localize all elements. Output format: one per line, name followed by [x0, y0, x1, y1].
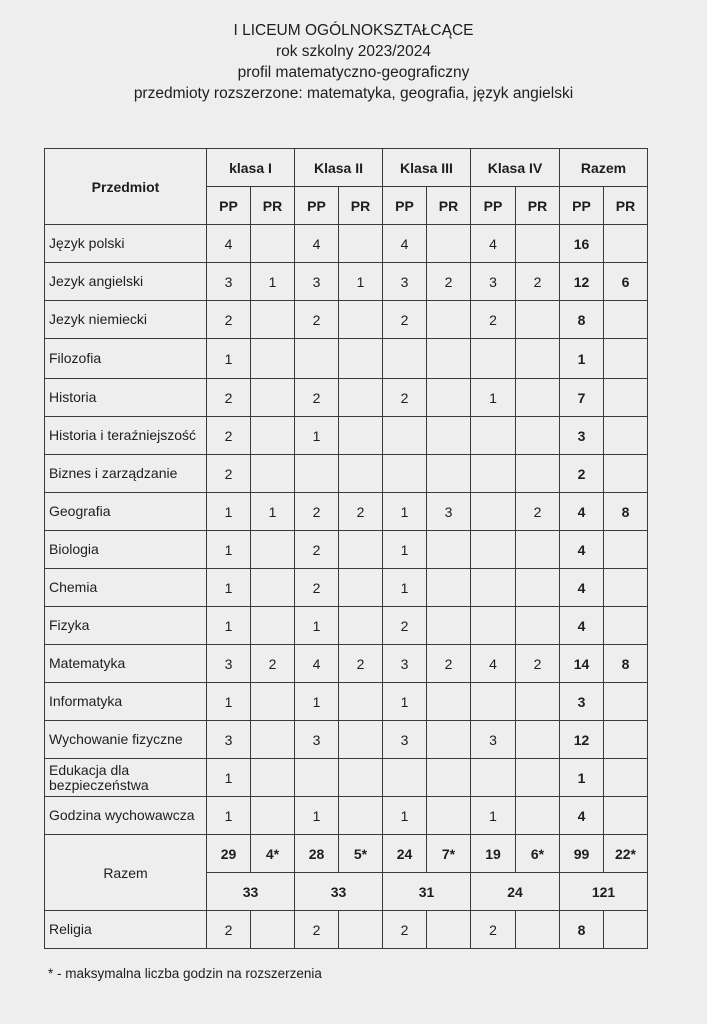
hours-cell: 1 [207, 797, 251, 835]
hours-cell: 1 [471, 797, 516, 835]
subject-name: Język polski [45, 225, 207, 263]
hours-cell [339, 417, 383, 455]
hours-cell [339, 225, 383, 263]
hours-cell [471, 531, 516, 569]
hours-type-header: PR [339, 187, 383, 225]
subject-name: Filozofia [45, 339, 207, 379]
total-hours-cell: 8 [560, 301, 604, 339]
hours-cell [383, 417, 427, 455]
hours-cell: 1 [207, 493, 251, 531]
hours-cell [516, 759, 560, 797]
hours-type-header: PP [560, 187, 604, 225]
hours-cell: 3 [207, 645, 251, 683]
class-header: klasa I [207, 149, 295, 187]
subject-row [45, 301, 648, 339]
razem-total: 33 [207, 873, 295, 911]
hours-cell: 3 [427, 493, 471, 531]
hours-cell [516, 531, 560, 569]
hours-cell [427, 379, 471, 417]
subject-row [45, 225, 648, 263]
hours-cell [339, 797, 383, 835]
total-hours-cell: 4 [560, 797, 604, 835]
razem-value: 7* [427, 835, 471, 873]
hours-cell [251, 607, 295, 645]
hours-type-header: PP [295, 187, 339, 225]
hours-cell: 1 [339, 263, 383, 301]
hours-cell: 2 [383, 911, 427, 949]
total-hours-cell: 8 [604, 493, 648, 531]
hours-cell: 4 [471, 645, 516, 683]
subject-name: Biznes i zarządzanie [45, 455, 207, 493]
hours-cell [516, 911, 560, 949]
hours-cell [516, 339, 560, 379]
subject-row [45, 531, 648, 569]
hours-cell [516, 417, 560, 455]
hours-cell [295, 455, 339, 493]
hours-cell: 2 [207, 455, 251, 493]
hours-cell [516, 683, 560, 721]
total-hours-cell: 14 [560, 645, 604, 683]
subject-column-header: Przedmiot [45, 149, 207, 225]
hours-cell [471, 455, 516, 493]
hours-cell [295, 759, 339, 797]
subject-name: Chemia [45, 569, 207, 607]
hours-cell [427, 759, 471, 797]
hours-cell [339, 339, 383, 379]
total-hours-cell: 1 [560, 759, 604, 797]
class-header: Klasa III [383, 149, 471, 187]
hours-cell: 1 [251, 493, 295, 531]
hours-cell [383, 759, 427, 797]
class-header: Razem [560, 149, 648, 187]
total-hours-cell [604, 911, 648, 949]
total-hours-cell: 4 [560, 493, 604, 531]
total-hours-cell: 2 [560, 455, 604, 493]
subject-row [45, 645, 648, 683]
hours-type-header: PR [516, 187, 560, 225]
hours-cell [427, 225, 471, 263]
hours-cell [427, 531, 471, 569]
total-hours-cell [604, 301, 648, 339]
total-hours-cell: 6 [604, 263, 648, 301]
hours-cell [251, 225, 295, 263]
hours-cell [251, 301, 295, 339]
subject-name: Historia i teraźniejszość [45, 417, 207, 455]
hours-cell [251, 417, 295, 455]
hours-cell [427, 607, 471, 645]
hours-cell [427, 797, 471, 835]
curriculum-table [44, 148, 648, 949]
subject-row [45, 263, 648, 301]
hours-cell [339, 455, 383, 493]
hours-cell [339, 683, 383, 721]
razem-total: 121 [560, 873, 648, 911]
hours-cell [383, 455, 427, 493]
razem-value: 29 [207, 835, 251, 873]
hours-cell: 2 [295, 569, 339, 607]
hours-cell: 2 [207, 911, 251, 949]
hours-cell [427, 301, 471, 339]
subject-name: Jezyk niemiecki [45, 301, 207, 339]
hours-cell: 2 [295, 911, 339, 949]
subject-row [45, 455, 648, 493]
hours-cell [427, 683, 471, 721]
hours-cell: 1 [207, 531, 251, 569]
hours-cell [339, 759, 383, 797]
hours-cell [339, 379, 383, 417]
total-hours-cell: 8 [560, 911, 604, 949]
hours-cell [251, 797, 295, 835]
razem-value: 24 [383, 835, 427, 873]
hours-cell [251, 339, 295, 379]
total-hours-cell: 8 [604, 645, 648, 683]
hours-cell [471, 759, 516, 797]
total-hours-cell: 4 [560, 569, 604, 607]
razem-label: Razem [45, 835, 207, 911]
hours-cell [471, 607, 516, 645]
hours-cell [339, 569, 383, 607]
hours-cell [383, 339, 427, 379]
hours-cell: 3 [383, 721, 427, 759]
hours-cell: 3 [471, 263, 516, 301]
hours-cell: 3 [383, 645, 427, 683]
school-name: I LICEUM OGÓLNOKSZTAŁCĄCE [233, 22, 474, 39]
hours-cell [427, 455, 471, 493]
hours-type-header: PP [383, 187, 427, 225]
hours-cell [516, 379, 560, 417]
footnote: * - maksymalna liczba godzin na rozszerzenia [48, 966, 322, 981]
total-hours-cell: 3 [560, 683, 604, 721]
document-header [0, 20, 707, 104]
subject-row [45, 759, 648, 797]
hours-cell [516, 721, 560, 759]
hours-cell: 4 [295, 645, 339, 683]
subject-name: Wychowanie fizyczne [45, 721, 207, 759]
total-hours-cell [604, 683, 648, 721]
hours-cell: 1 [383, 531, 427, 569]
hours-cell [251, 759, 295, 797]
total-hours-cell [604, 759, 648, 797]
class-header: Klasa II [295, 149, 383, 187]
hours-cell: 1 [295, 417, 339, 455]
hours-cell: 2 [383, 301, 427, 339]
hours-cell: 3 [207, 721, 251, 759]
hours-cell [251, 721, 295, 759]
hours-cell [427, 417, 471, 455]
subject-row [45, 417, 648, 455]
subject-row [45, 721, 648, 759]
hours-cell: 2 [427, 263, 471, 301]
hours-cell: 3 [295, 263, 339, 301]
subject-row [45, 683, 648, 721]
hours-type-header: PR [427, 187, 471, 225]
hours-cell: 2 [207, 417, 251, 455]
hours-cell: 1 [383, 683, 427, 721]
hours-cell [339, 721, 383, 759]
hours-cell [251, 455, 295, 493]
total-hours-cell: 7 [560, 379, 604, 417]
subject-name: Biologia [45, 531, 207, 569]
hours-cell [339, 607, 383, 645]
subject-row [45, 569, 648, 607]
extended-subjects: przedmioty rozszerzone: matematyka, geografia, język angielski [133, 85, 574, 102]
hours-cell [339, 911, 383, 949]
hours-cell: 1 [295, 797, 339, 835]
hours-cell: 1 [383, 493, 427, 531]
hours-cell: 4 [207, 225, 251, 263]
subject-name: Edukacja dla bezpieczeństwa [45, 759, 207, 797]
hours-cell [516, 569, 560, 607]
hours-cell [427, 911, 471, 949]
hours-cell: 3 [295, 721, 339, 759]
razem-value: 19 [471, 835, 516, 873]
hours-cell [516, 455, 560, 493]
total-hours-cell [604, 569, 648, 607]
subject-name: Geografia [45, 493, 207, 531]
hours-cell: 1 [383, 569, 427, 607]
hours-cell: 2 [295, 301, 339, 339]
header-row-classes [45, 149, 648, 187]
hours-type-header: PR [251, 187, 295, 225]
hours-cell: 3 [471, 721, 516, 759]
hours-cell: 2 [471, 911, 516, 949]
subject-name: Religia [45, 911, 207, 949]
hours-cell: 1 [207, 339, 251, 379]
hours-cell [516, 607, 560, 645]
hours-cell [516, 797, 560, 835]
hours-cell: 2 [516, 493, 560, 531]
hours-cell [427, 569, 471, 607]
school-year: rok szkolny 2023/2024 [275, 43, 432, 60]
hours-cell [471, 683, 516, 721]
hours-cell: 3 [207, 263, 251, 301]
hours-cell: 1 [207, 683, 251, 721]
hours-cell: 1 [207, 569, 251, 607]
total-hours-cell: 3 [560, 417, 604, 455]
hours-cell: 2 [339, 493, 383, 531]
hours-cell [251, 569, 295, 607]
hours-cell [427, 721, 471, 759]
razem-total: 31 [383, 873, 471, 911]
hours-cell [251, 379, 295, 417]
hours-cell: 4 [471, 225, 516, 263]
subject-name: Jezyk angielski [45, 263, 207, 301]
razem-total: 33 [295, 873, 383, 911]
hours-cell: 2 [427, 645, 471, 683]
total-hours-cell [604, 607, 648, 645]
total-hours-cell [604, 225, 648, 263]
total-hours-cell [604, 417, 648, 455]
hours-cell: 2 [383, 607, 427, 645]
hours-cell [471, 417, 516, 455]
hours-cell: 2 [295, 531, 339, 569]
total-hours-cell: 16 [560, 225, 604, 263]
subject-name: Matematyka [45, 645, 207, 683]
subject-name: Fizyka [45, 607, 207, 645]
hours-cell: 2 [207, 301, 251, 339]
hours-cell [251, 683, 295, 721]
total-hours-cell [604, 339, 648, 379]
hours-cell: 1 [383, 797, 427, 835]
hours-cell: 2 [295, 493, 339, 531]
razem-row [45, 835, 648, 873]
hours-cell: 2 [295, 379, 339, 417]
total-hours-cell [604, 531, 648, 569]
total-hours-cell [604, 379, 648, 417]
total-hours-cell: 4 [560, 531, 604, 569]
total-hours-cell: 12 [560, 263, 604, 301]
subject-row [45, 379, 648, 417]
hours-cell [471, 493, 516, 531]
hours-cell [339, 301, 383, 339]
religia-row [45, 911, 648, 949]
hours-cell: 1 [207, 607, 251, 645]
class-header: Klasa IV [471, 149, 560, 187]
subject-name: Historia [45, 379, 207, 417]
total-hours-cell [604, 721, 648, 759]
profile-name: profil matematyczno-geograficzny [237, 64, 470, 81]
hours-cell: 1 [295, 683, 339, 721]
hours-cell: 2 [207, 379, 251, 417]
subject-name: Informatyka [45, 683, 207, 721]
hours-cell [251, 531, 295, 569]
razem-value: 5* [339, 835, 383, 873]
hours-type-header: PR [604, 187, 648, 225]
hours-cell [339, 531, 383, 569]
razem-value: 22* [604, 835, 648, 873]
hours-cell: 1 [207, 759, 251, 797]
hours-cell: 2 [516, 263, 560, 301]
subject-name: Godzina wychowawcza [45, 797, 207, 835]
hours-cell: 1 [295, 607, 339, 645]
total-hours-cell: 12 [560, 721, 604, 759]
razem-value: 6* [516, 835, 560, 873]
hours-cell [471, 339, 516, 379]
total-hours-cell [604, 455, 648, 493]
hours-cell: 4 [295, 225, 339, 263]
razem-value: 4* [251, 835, 295, 873]
subject-row [45, 493, 648, 531]
razem-value: 28 [295, 835, 339, 873]
subject-row [45, 339, 648, 379]
hours-type-header: PP [471, 187, 516, 225]
hours-cell: 1 [251, 263, 295, 301]
hours-cell: 1 [471, 379, 516, 417]
total-hours-cell [604, 797, 648, 835]
hours-cell [295, 339, 339, 379]
hours-cell: 2 [251, 645, 295, 683]
hours-cell [427, 339, 471, 379]
hours-cell [251, 911, 295, 949]
hours-cell: 2 [471, 301, 516, 339]
total-hours-cell: 4 [560, 607, 604, 645]
hours-cell: 2 [516, 645, 560, 683]
hours-cell [471, 569, 516, 607]
hours-cell: 3 [383, 263, 427, 301]
hours-cell: 2 [383, 379, 427, 417]
subject-row [45, 607, 648, 645]
razem-total: 24 [471, 873, 560, 911]
hours-cell [516, 301, 560, 339]
total-hours-cell: 1 [560, 339, 604, 379]
hours-cell [516, 225, 560, 263]
razem-value: 99 [560, 835, 604, 873]
hours-type-header: PP [207, 187, 251, 225]
subject-row [45, 797, 648, 835]
hours-cell: 2 [339, 645, 383, 683]
hours-cell: 4 [383, 225, 427, 263]
